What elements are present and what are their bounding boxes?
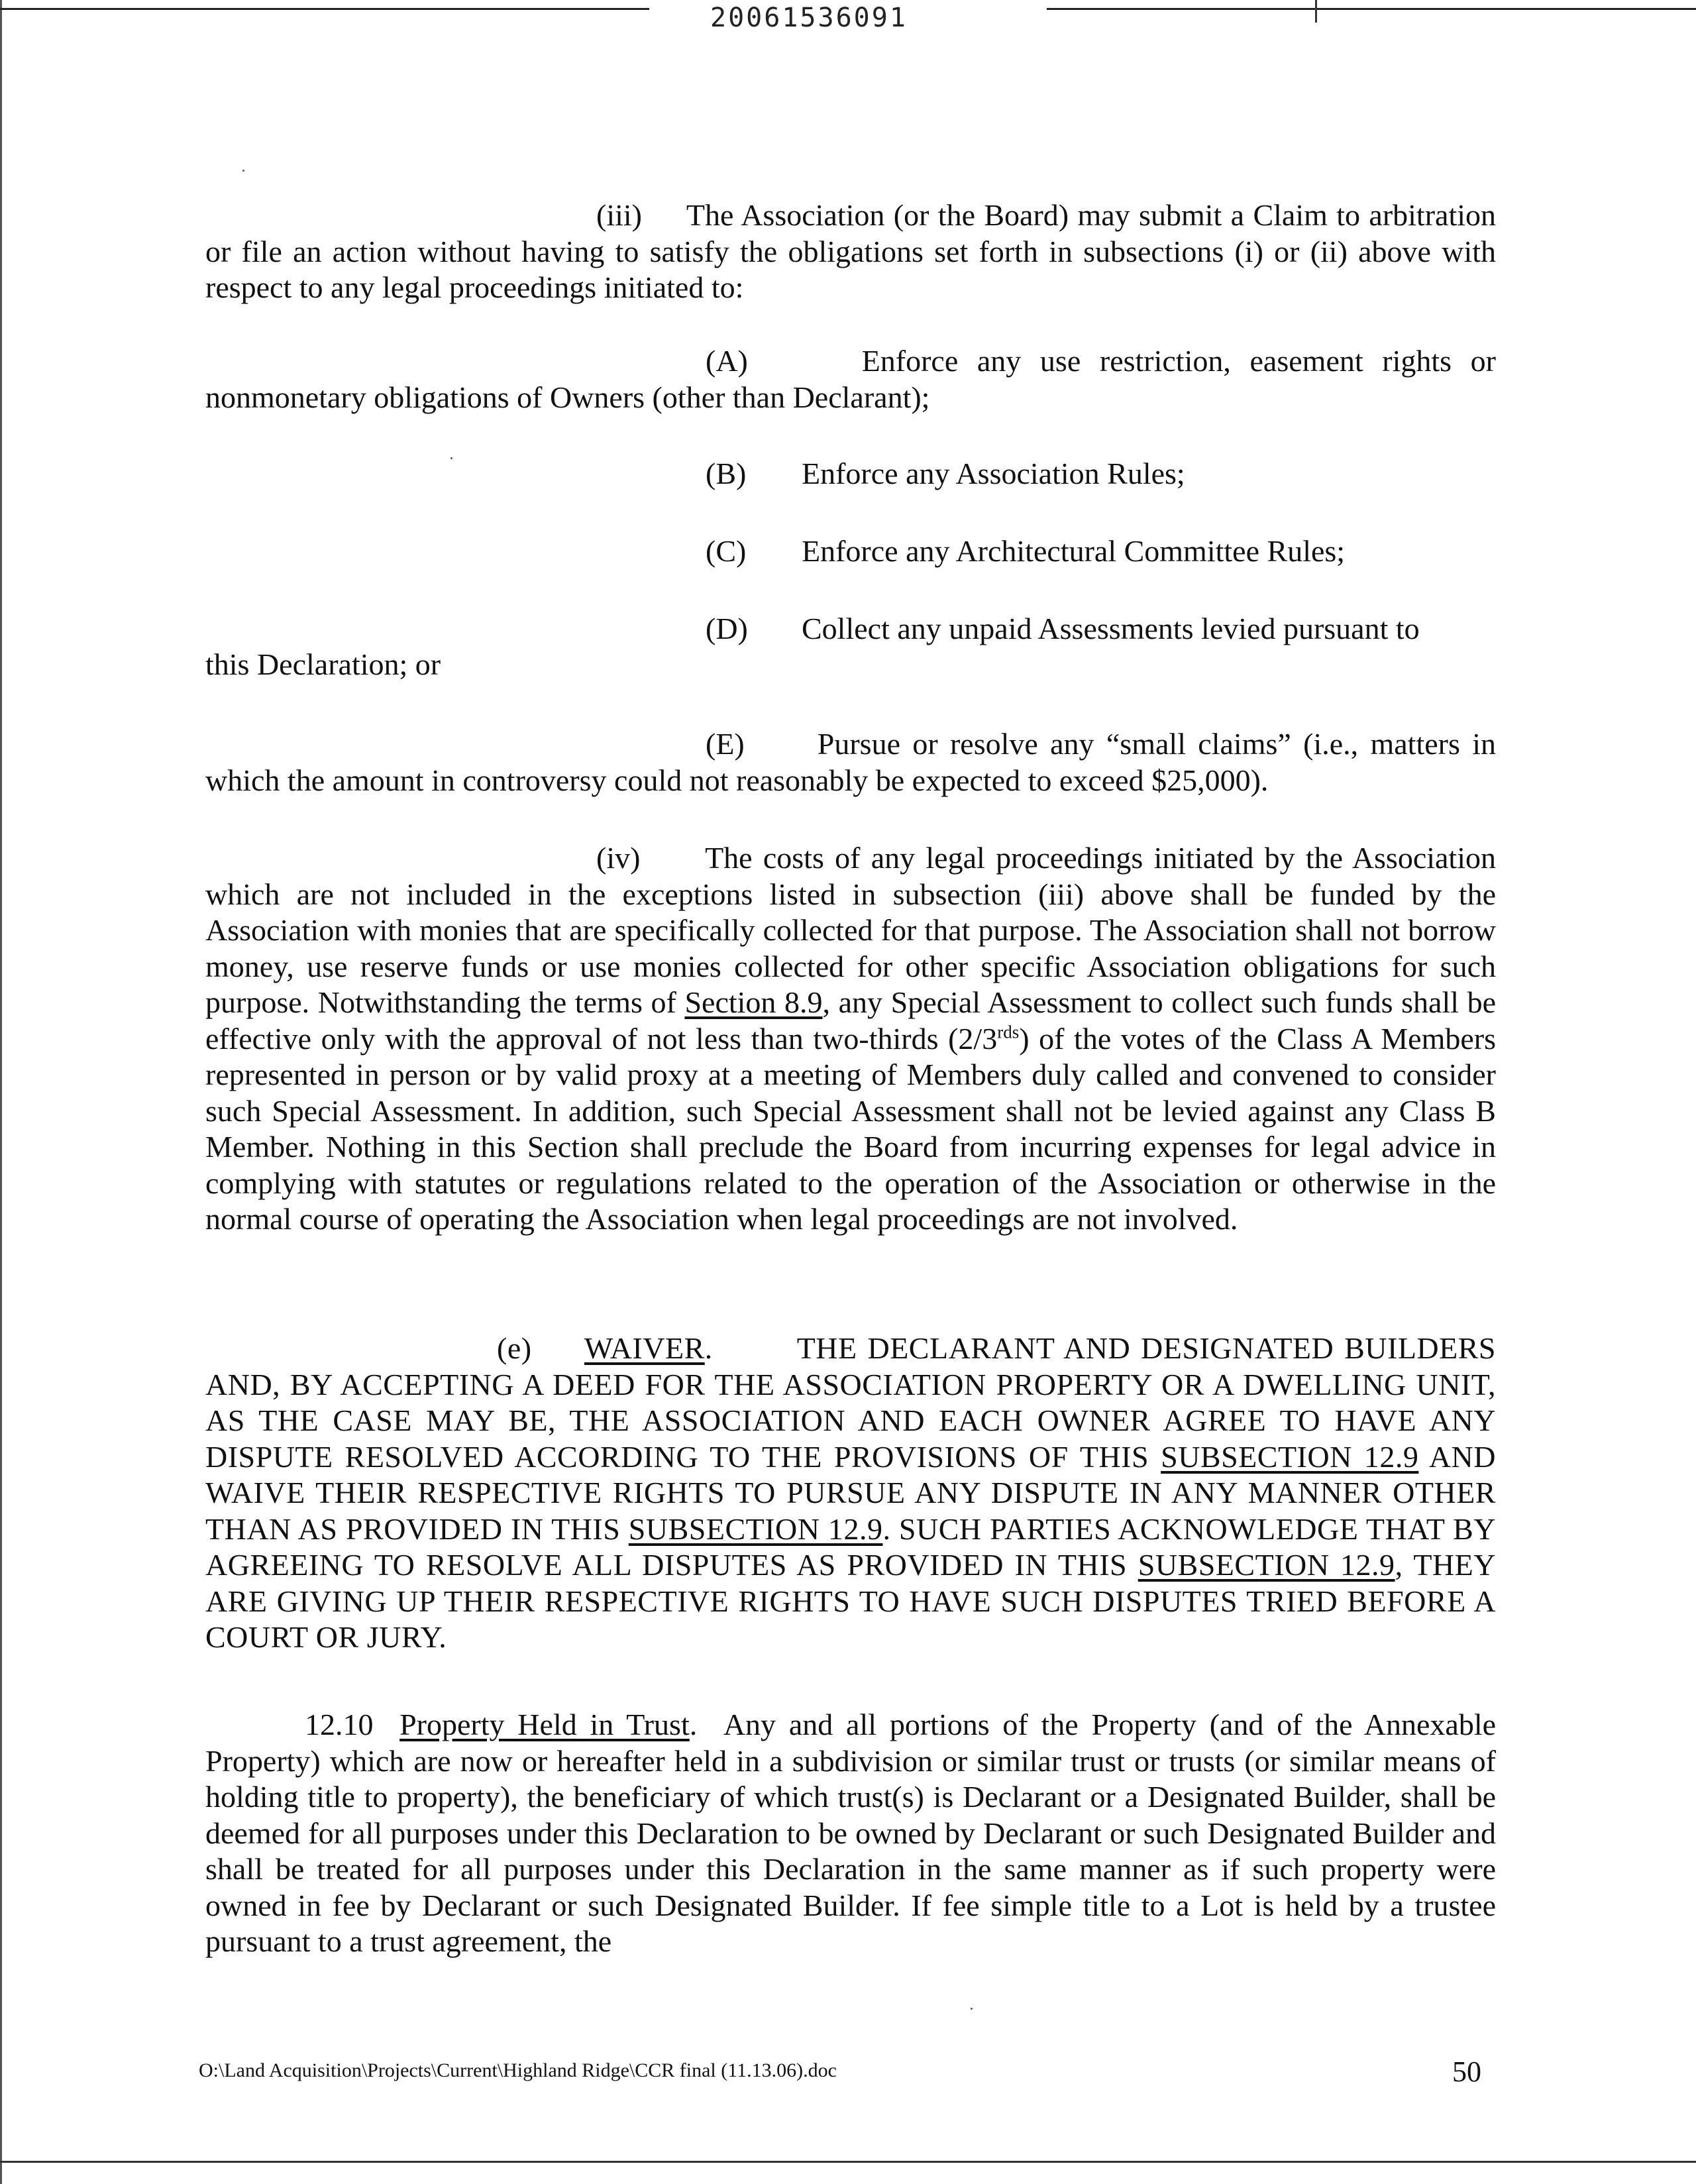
label-A: (A) — [706, 344, 748, 378]
text-iv-3: ) of the votes of the Class A Members represented in person or by valid proxy at a meeting of Members duly called and convened to consider such Special Assessment. In addition, such Special Assessment shall not be levied against any Class B Member. Nothing in this Section shall preclude the Board from incurring expenses for legal advice in complying with statutes or regulations related to the operation of the Association or otherwise in the normal course of operating the Association when legal proceedings are not involved. — [205, 1021, 1496, 1236]
footer-file-path: O:\Land Acquisition\Projects\Current\Highland Ridge\CCR final (11.13.06).doc — [199, 2059, 837, 2081]
label-D: (D) — [706, 612, 748, 645]
text-12-10: Any and all portions of the Property (and of the Annexable Property) which are now or hereafter held in a subdivision or similar trust or trusts (or similar means of holding title to property), the beneficiary of which trust(s) is Declarant or a Designated Builder, shall be deemed for all purposes under this Declaration to be owned by Declarant or such Designated Builder and shall be treated for all purposes under this Declaration in the same manner as if such property were owned in fee by Declarant or such Designated Builder. If fee simple title to a Lot is held by a trustee pursuant to a trust agreement, the — [205, 1708, 1497, 1958]
header-rule-left — [0, 8, 649, 10]
label-e: (e) — [497, 1331, 532, 1365]
label-iii: (iii) — [596, 198, 642, 232]
waiver-heading: WAIVER — [584, 1331, 705, 1365]
text-e-1: THE DECLARANT AND DESIGNATED BUILDERS AND, BY ACCEPTING A DEED FOR THE ASSOCIATION PROPERTY OR A DWELLING UNIT, AS THE CASE MAY BE, THE ASSOCIATION AND EACH OWNER AGREE TO HAVE ANY DISPUTE RESOLVED ACCORDING TO THE PROVISIONS OF THIS — [205, 1331, 1497, 1474]
text-iv-2: , any Special Assessment to collect such funds shall be effective only with the approval of not less than two-thirds (2/3 — [205, 985, 1497, 1056]
section-8-9-reference: Section 8.9 — [684, 985, 823, 1019]
text-B: Enforce any Association Rules; — [802, 457, 1185, 490]
scan-speck — [242, 170, 244, 172]
paragraph-E — [205, 726, 1496, 798]
document-number: 20061536091 — [710, 3, 908, 33]
paragraph-iii — [205, 197, 1496, 306]
label-C: (C) — [706, 534, 747, 568]
paragraph-iv — [205, 840, 1496, 1238]
label-iv: (iv) — [596, 841, 641, 875]
scan-edge-left — [0, 0, 2, 2184]
item-D-continuation: this Declaration; or — [205, 647, 441, 681]
text-e-2: AND WAIVE THEIR RESPECTIVE RIGHTS TO PURSUE ANY DISPUTE IN ANY MANNER OTHER THAN AS PROVIDED IN THIS — [205, 1439, 1496, 1546]
paragraph-waiver: (e) WAIVER. THE DECLARANT AND DESIGNATED BUILDERS AND, BY ACCEPTING A DEED FOR THE ASSOCIATION PROPERTY OR A DWELLING UNIT, AS THE CASE MAY BE, THE ASSOCIATION AND EACH OWNER AGREE TO HAVE ANY DISPUTE RESOLVED ACCORDING TO THE PROVISIONS OF THIS SUBSECTION 12.9 AND WAIVE THEIR RESPECTIVE RIGHTS TO PURSUE ANY DISPUTE IN ANY MANNER OTHER THAN AS PROVIDED IN THIS SUBSECTION 12.9. SUCH PARTIES ACKNOWLEDGE THAT BY AGREEING TO RESOLVE ALL DISPUTES AS PROVIDED IN THIS SUBSECTION 12.9, THEY ARE GIVING UP THEIR RESPECTIVE RIGHTS TO HAVE SUCH DISPUTES TRIED BEFORE A COURT OR JURY. — [205, 1331, 1497, 1654]
page-number: 50 — [1452, 2055, 1481, 2088]
text-iii: The Association (or the Board) may submit a Claim to arbitration or file an action without having to satisfy the obligations set forth in subsections (i) or (ii) above with respect to any legal proceedings initiated to: — [205, 198, 1497, 304]
text-A: Enforce any use restriction, easement rights or nonmonetary obligations of Owners (other than Declarant); — [205, 344, 1497, 414]
subsection-12-9-ref-2: SUBSECTION 12.9 — [628, 1511, 883, 1546]
item-C — [706, 533, 1497, 570]
superscript-rds: rds — [997, 1022, 1020, 1042]
text-e-3: . SUCH PARTIES ACKNOWLEDGE THAT BY AGREEING TO RESOLVE ALL DISPUTES AS PROVIDED IN THIS — [205, 1511, 1496, 1582]
text-D: Collect any unpaid Assessments levied pursuant to — [802, 612, 1420, 645]
scan-edge-bottom — [0, 2161, 1696, 2163]
subsection-12-9-ref-3: SUBSECTION 12.9 — [1138, 1548, 1395, 1582]
section-number-12-10: 12.10 — [305, 1708, 374, 1741]
subsection-12-9-ref-1: SUBSECTION 12.9 — [1161, 1439, 1419, 1474]
heading-property-held-in-trust: Property Held in Trust — [399, 1708, 690, 1741]
scan-speck — [971, 2008, 973, 2010]
text-iv-1: The costs of any legal proceedings initiated by the Association which are not included in the exceptions listed in subsection (iii) above shall be funded by the Association with monies that are specifically collected for that purpose. The Association shall not borrow money, use reserve funds or use monies collected for other specific Association obligations for such purpose. Notwithstanding the terms of — [205, 841, 1496, 1019]
text-e-4: , THEY ARE GIVING UP THEIR RESPECTIVE RIGHTS TO HAVE SUCH DISPUTES TRIED BEFORE A COURT OR JURY. — [205, 1548, 1496, 1654]
header-rule-right — [1047, 8, 1696, 10]
item-B — [706, 456, 1497, 492]
text-E: Pursue or resolve any “small claims” (i.e., matters in which the amount in controversy could not reasonably be expected to exceed $25,000). — [205, 727, 1496, 797]
label-E: (E) — [706, 727, 745, 761]
label-B: (B) — [706, 457, 747, 490]
paragraph-12-10: 12.10 Property Held in Trust. Any and all portions of the Property (and of the Annexable Property) which are now or hereafter held in a subdivision or similar trust or trusts (or similar means of holding title to property), the beneficiary of which trust(s) is Declarant or a Designated Builder, shall be deemed for all purposes under this Declaration to be owned by Declarant or such Designated Builder and shall be treated for all purposes under this Declaration in the same manner as if such property were owned in fee by Declarant or such Designated Builder. If fee simple title to a Lot is held by a trustee pursuant to a trust agreement, the — [205, 1708, 1497, 1958]
scan-tick-mark — [1315, 0, 1317, 23]
paragraph-A — [205, 343, 1496, 415]
scan-speck — [450, 457, 452, 459]
item-D — [706, 611, 1497, 647]
text-C: Enforce any Architectural Committee Rules; — [802, 534, 1346, 568]
